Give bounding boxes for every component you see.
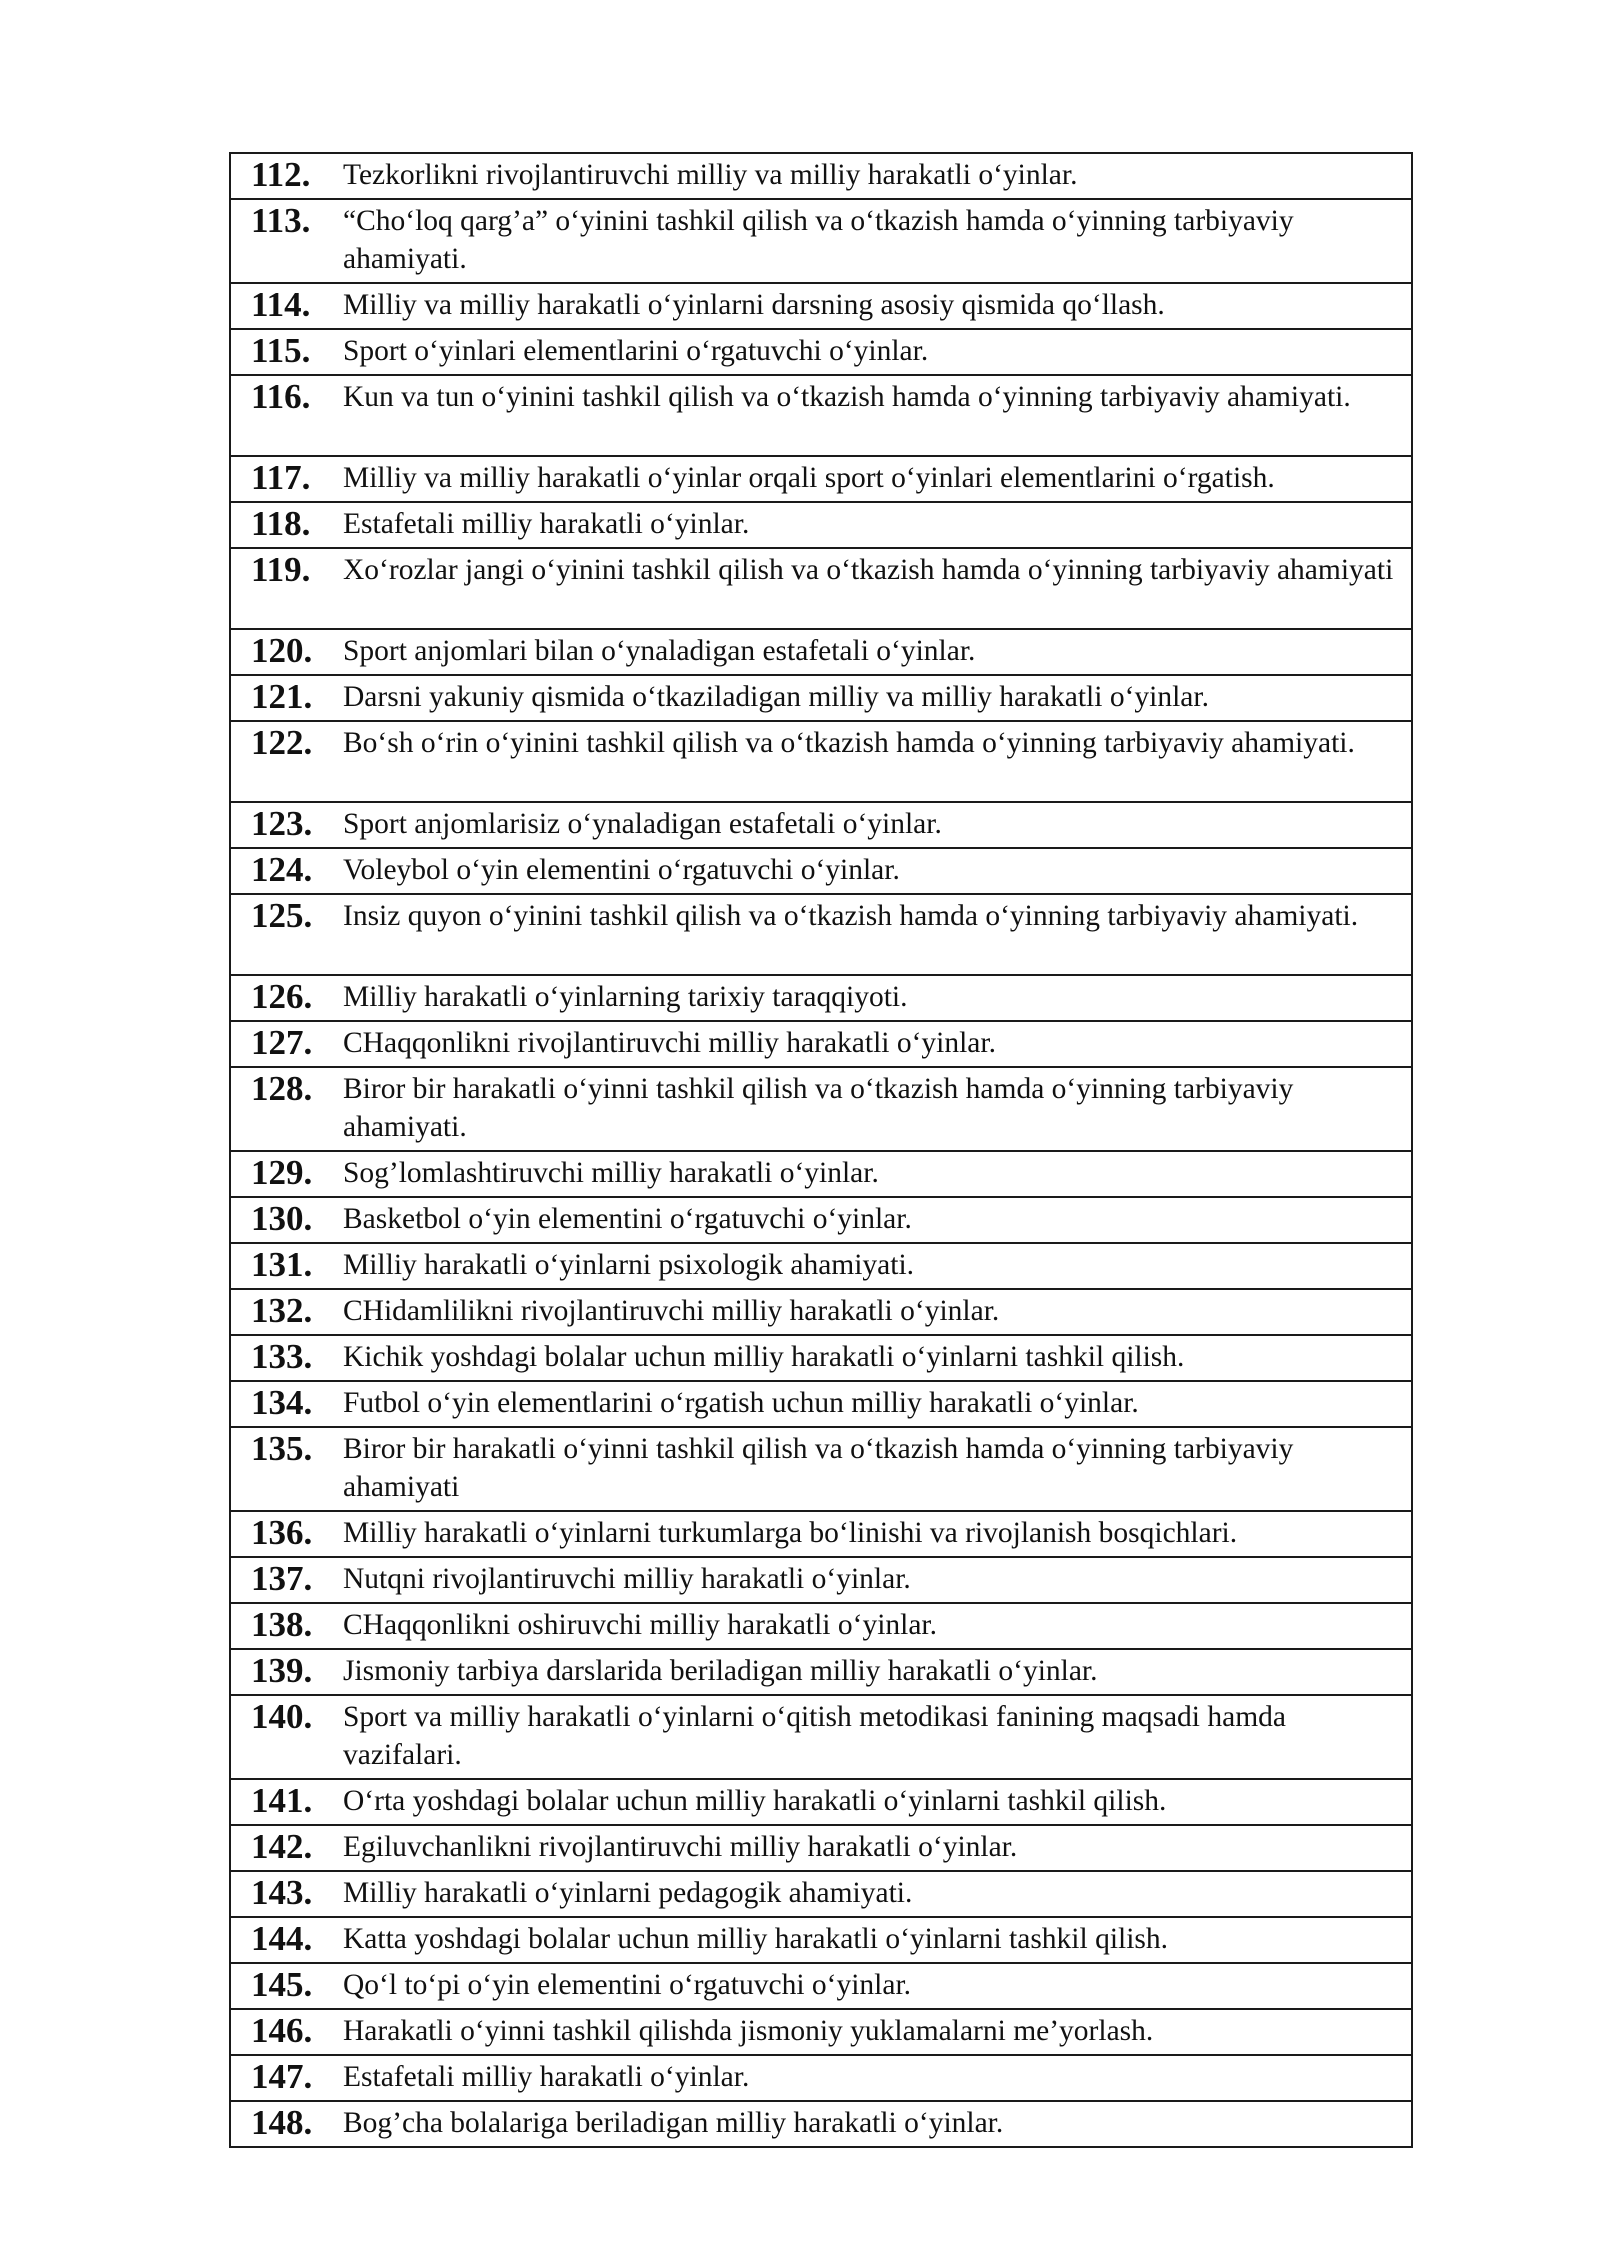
item-number-cell xyxy=(230,153,329,199)
table-row xyxy=(230,1243,1412,1289)
table-row xyxy=(230,629,1412,675)
item-number: 137. xyxy=(251,1559,313,1598)
item-number: 142. xyxy=(251,1827,313,1866)
item-text-cell xyxy=(329,1289,1412,1335)
table-row xyxy=(230,1381,1412,1427)
table-row xyxy=(230,2055,1412,2101)
item-text-cell xyxy=(329,1917,1412,1963)
item-number: 135. xyxy=(251,1429,313,1468)
item-number-cell xyxy=(230,283,329,329)
topics-table xyxy=(229,152,1413,2148)
item-text: Kun va tun o‘yinini tashkil qilish va o‘tkazish hamda o‘yinning tarbiyaviy ahamiyati. xyxy=(343,381,1351,413)
item-text: Sport anjomlarisiz o‘ynaladigan estafetali o‘yinlar. xyxy=(343,808,942,840)
item-text-cell xyxy=(329,153,1412,199)
topics-table-body xyxy=(230,153,1412,2147)
item-number-cell xyxy=(230,1917,329,1963)
item-text-cell xyxy=(329,894,1412,975)
item-number: 123. xyxy=(251,804,313,843)
item-text: Biror bir harakatli o‘yinni tashkil qilish va o‘tkazish hamda o‘yinning tarbiyaviy ahamiyati. xyxy=(343,1073,1294,1143)
item-number: 119. xyxy=(251,550,311,589)
item-number-cell xyxy=(230,1243,329,1289)
table-row xyxy=(230,1871,1412,1917)
item-number: 113. xyxy=(251,201,311,240)
item-number: 136. xyxy=(251,1513,313,1552)
item-text: Milliy harakatli o‘yinlarni turkumlarga bo‘linishi va rivojlanish bosqichlari. xyxy=(343,1517,1238,1549)
item-number-cell xyxy=(230,548,329,629)
item-text-cell xyxy=(329,721,1412,802)
item-number: 140. xyxy=(251,1697,313,1736)
item-text: Futbol o‘yin elementlarini o‘rgatish uchun milliy harakatli o‘yinlar. xyxy=(343,1387,1139,1419)
table-row xyxy=(230,1779,1412,1825)
item-number-cell xyxy=(230,502,329,548)
item-text-cell xyxy=(329,283,1412,329)
table-row xyxy=(230,675,1412,721)
item-number-cell xyxy=(230,329,329,375)
item-text-cell xyxy=(329,975,1412,1021)
item-number: 134. xyxy=(251,1383,313,1422)
item-number: 145. xyxy=(251,1965,313,2004)
item-number: 138. xyxy=(251,1605,313,1644)
item-number: 141. xyxy=(251,1781,313,1820)
item-number: 127. xyxy=(251,1023,313,1062)
item-number: 112. xyxy=(251,155,311,194)
item-text-cell xyxy=(329,1695,1412,1779)
item-text: Insiz quyon o‘yinini tashkil qilish va o‘tkazish hamda o‘yinning tarbiyaviy ahamiyati. xyxy=(343,900,1359,932)
item-number: 132. xyxy=(251,1291,313,1330)
item-text: Sport va milliy harakatli o‘yinlarni o‘qitish metodikasi fanining maqsadi hamda vazifalari. xyxy=(343,1701,1286,1771)
item-text-cell xyxy=(329,1243,1412,1289)
table-row xyxy=(230,375,1412,456)
table-row xyxy=(230,975,1412,1021)
table-row xyxy=(230,1963,1412,2009)
item-text-cell xyxy=(329,1151,1412,1197)
table-row xyxy=(230,1021,1412,1067)
item-text-cell xyxy=(329,502,1412,548)
item-number: 115. xyxy=(251,331,311,370)
item-number: 129. xyxy=(251,1153,313,1192)
item-text: Egiluvchanlikni rivojlantiruvchi milliy harakatli o‘yinlar. xyxy=(343,1831,1018,1863)
table-row xyxy=(230,1825,1412,1871)
item-text-cell xyxy=(329,2101,1412,2147)
item-number-cell xyxy=(230,721,329,802)
table-row xyxy=(230,153,1412,199)
item-number: 117. xyxy=(251,458,311,497)
item-number-cell xyxy=(230,629,329,675)
table-row xyxy=(230,283,1412,329)
item-text-cell xyxy=(329,1381,1412,1427)
table-row xyxy=(230,894,1412,975)
item-text-cell xyxy=(329,1557,1412,1603)
item-number-cell xyxy=(230,1963,329,2009)
item-number: 133. xyxy=(251,1337,313,1376)
item-number: 118. xyxy=(251,504,311,543)
item-number-cell xyxy=(230,802,329,848)
table-row xyxy=(230,1603,1412,1649)
item-text-cell xyxy=(329,848,1412,894)
item-number-cell xyxy=(230,1067,329,1151)
item-number-cell xyxy=(230,848,329,894)
item-number: 128. xyxy=(251,1069,313,1108)
item-text-cell xyxy=(329,329,1412,375)
item-text: Nutqni rivojlantiruvchi milliy harakatli o‘yinlar. xyxy=(343,1563,911,1595)
item-number-cell xyxy=(230,1603,329,1649)
item-number-cell xyxy=(230,1825,329,1871)
table-row xyxy=(230,548,1412,629)
item-number-cell xyxy=(230,1289,329,1335)
table-row xyxy=(230,199,1412,283)
item-number: 124. xyxy=(251,850,313,889)
item-text: Milliy va milliy harakatli o‘yinlar orqali sport o‘yinlari elementlarini o‘rgatish. xyxy=(343,462,1275,494)
item-text: Tezkorlikni rivojlantiruvchi milliy va milliy harakatli o‘yinlar. xyxy=(343,159,1078,191)
item-text-cell xyxy=(329,1021,1412,1067)
item-text-cell xyxy=(329,199,1412,283)
item-text-cell xyxy=(329,1335,1412,1381)
table-row xyxy=(230,1427,1412,1511)
item-number: 120. xyxy=(251,631,313,670)
item-text: Estafetali milliy harakatli o‘yinlar. xyxy=(343,2061,750,2093)
item-text: Milliy va milliy harakatli o‘yinlarni darsning asosiy qismida qo‘llash. xyxy=(343,289,1165,321)
table-row xyxy=(230,2009,1412,2055)
item-number: 130. xyxy=(251,1199,313,1238)
item-number: 126. xyxy=(251,977,313,1016)
item-number-cell xyxy=(230,2055,329,2101)
item-text: Biror bir harakatli o‘yinni tashkil qilish va o‘tkazish hamda o‘yinning tarbiyaviy ahamiyati xyxy=(343,1433,1294,1503)
table-row xyxy=(230,329,1412,375)
item-number-cell xyxy=(230,456,329,502)
table-row xyxy=(230,1335,1412,1381)
table-row xyxy=(230,1557,1412,1603)
item-text: Bo‘sh o‘rin o‘yinini tashkil qilish va o‘tkazish hamda o‘yinning tarbiyaviy ahamiyati. xyxy=(343,727,1355,759)
item-number: 144. xyxy=(251,1919,313,1958)
item-text: Sog’lomlashtiruvchi milliy harakatli o‘yinlar. xyxy=(343,1157,879,1189)
item-number: 143. xyxy=(251,1873,313,1912)
item-text-cell xyxy=(329,375,1412,456)
item-number-cell xyxy=(230,1779,329,1825)
table-row xyxy=(230,2101,1412,2147)
item-number: 139. xyxy=(251,1651,313,1690)
item-text-cell xyxy=(329,2055,1412,2101)
item-text-cell xyxy=(329,802,1412,848)
item-number: 148. xyxy=(251,2103,313,2142)
item-number-cell xyxy=(230,1381,329,1427)
item-text: CHidamlilikni rivojlantiruvchi milliy harakatli o‘yinlar. xyxy=(343,1295,1000,1327)
item-number: 114. xyxy=(251,285,311,324)
item-number: 125. xyxy=(251,896,313,935)
item-number-cell xyxy=(230,2009,329,2055)
item-text: CHaqqonlikni oshiruvchi milliy harakatli o‘yinlar. xyxy=(343,1609,938,1641)
item-text-cell xyxy=(329,1197,1412,1243)
item-number-cell xyxy=(230,1021,329,1067)
item-text-cell xyxy=(329,629,1412,675)
table-row xyxy=(230,1289,1412,1335)
item-number: 146. xyxy=(251,2011,313,2050)
item-number-cell xyxy=(230,199,329,283)
item-number-cell xyxy=(230,1649,329,1695)
table-row xyxy=(230,721,1412,802)
item-number-cell xyxy=(230,2101,329,2147)
item-number-cell xyxy=(230,894,329,975)
table-row xyxy=(230,1649,1412,1695)
item-text: Darsni yakuniy qismida o‘tkaziladigan milliy va milliy harakatli o‘yinlar. xyxy=(343,681,1209,713)
item-text: Sport anjomlari bilan o‘ynaladigan estafetali o‘yinlar. xyxy=(343,635,976,667)
table-row xyxy=(230,456,1412,502)
item-text: Jismoniy tarbiya darslarida beriladigan milliy harakatli o‘yinlar. xyxy=(343,1655,1098,1687)
item-number: 147. xyxy=(251,2057,313,2096)
item-text: Xo‘rozlar jangi o‘yinini tashkil qilish va o‘tkazish hamda o‘yinning tarbiyaviy ahamiyati xyxy=(343,554,1394,586)
item-text: Sport o‘yinlari elementlarini o‘rgatuvchi o‘yinlar. xyxy=(343,335,929,367)
item-text-cell xyxy=(329,2009,1412,2055)
item-text: Milliy harakatli o‘yinlarni psixologik ahamiyati. xyxy=(343,1249,915,1281)
item-number: 121. xyxy=(251,677,313,716)
item-text-cell xyxy=(329,1427,1412,1511)
item-text-cell xyxy=(329,548,1412,629)
item-text-cell xyxy=(329,456,1412,502)
item-number: 131. xyxy=(251,1245,313,1284)
table-row xyxy=(230,848,1412,894)
item-number-cell xyxy=(230,975,329,1021)
table-row xyxy=(230,1695,1412,1779)
item-number-cell xyxy=(230,1197,329,1243)
item-text: O‘rta yoshdagi bolalar uchun milliy harakatli o‘yinlarni tashkil qilish. xyxy=(343,1785,1167,1817)
item-text: Basketbol o‘yin elementini o‘rgatuvchi o‘yinlar. xyxy=(343,1203,912,1235)
item-text-cell xyxy=(329,1963,1412,2009)
item-number-cell xyxy=(230,1871,329,1917)
item-text: Estafetali milliy harakatli o‘yinlar. xyxy=(343,508,750,540)
item-text: Qo‘l to‘pi o‘yin elementini o‘rgatuvchi o‘yinlar. xyxy=(343,1969,912,2001)
table-row xyxy=(230,1197,1412,1243)
item-number-cell xyxy=(230,1335,329,1381)
item-text-cell xyxy=(329,1871,1412,1917)
item-number: 116. xyxy=(251,377,311,416)
item-number-cell xyxy=(230,675,329,721)
table-row xyxy=(230,1151,1412,1197)
item-number-cell xyxy=(230,1557,329,1603)
item-text-cell xyxy=(329,1067,1412,1151)
item-text: Kichik yoshdagi bolalar uchun milliy harakatli o‘yinlarni tashkil qilish. xyxy=(343,1341,1185,1373)
item-number-cell xyxy=(230,375,329,456)
item-text: Milliy harakatli o‘yinlarning tarixiy taraqqiyoti. xyxy=(343,981,908,1013)
item-number-cell xyxy=(230,1427,329,1511)
item-text: “Cho‘loq qarg’a” o‘yinini tashkil qilish va o‘tkazish hamda o‘yinning tarbiyaviy ahamiyati. xyxy=(343,205,1294,275)
item-text-cell xyxy=(329,1779,1412,1825)
item-text: Katta yoshdagi bolalar uchun milliy harakatli o‘yinlarni tashkil qilish. xyxy=(343,1923,1169,1955)
item-text-cell xyxy=(329,1649,1412,1695)
item-text: Harakatli o‘yinni tashkil qilishda jismoniy yuklamalarni me’yorlash. xyxy=(343,2015,1154,2047)
item-number-cell xyxy=(230,1695,329,1779)
item-text: CHaqqonlikni rivojlantiruvchi milliy harakatli o‘yinlar. xyxy=(343,1027,996,1059)
item-text-cell xyxy=(329,1603,1412,1649)
table-row xyxy=(230,1067,1412,1151)
table-row xyxy=(230,502,1412,548)
item-text: Milliy harakatli o‘yinlarni pedagogik ahamiyati. xyxy=(343,1877,913,1909)
table-row xyxy=(230,1917,1412,1963)
item-text: Bog’cha bolalariga beriladigan milliy harakatli o‘yinlar. xyxy=(343,2107,1004,2139)
item-text: Voleybol o‘yin elementini o‘rgatuvchi o‘yinlar. xyxy=(343,854,900,886)
table-row xyxy=(230,802,1412,848)
item-text-cell xyxy=(329,1511,1412,1557)
item-number-cell xyxy=(230,1151,329,1197)
item-number-cell xyxy=(230,1511,329,1557)
table-row xyxy=(230,1511,1412,1557)
item-number: 122. xyxy=(251,723,313,762)
item-text-cell xyxy=(329,1825,1412,1871)
item-text-cell xyxy=(329,675,1412,721)
